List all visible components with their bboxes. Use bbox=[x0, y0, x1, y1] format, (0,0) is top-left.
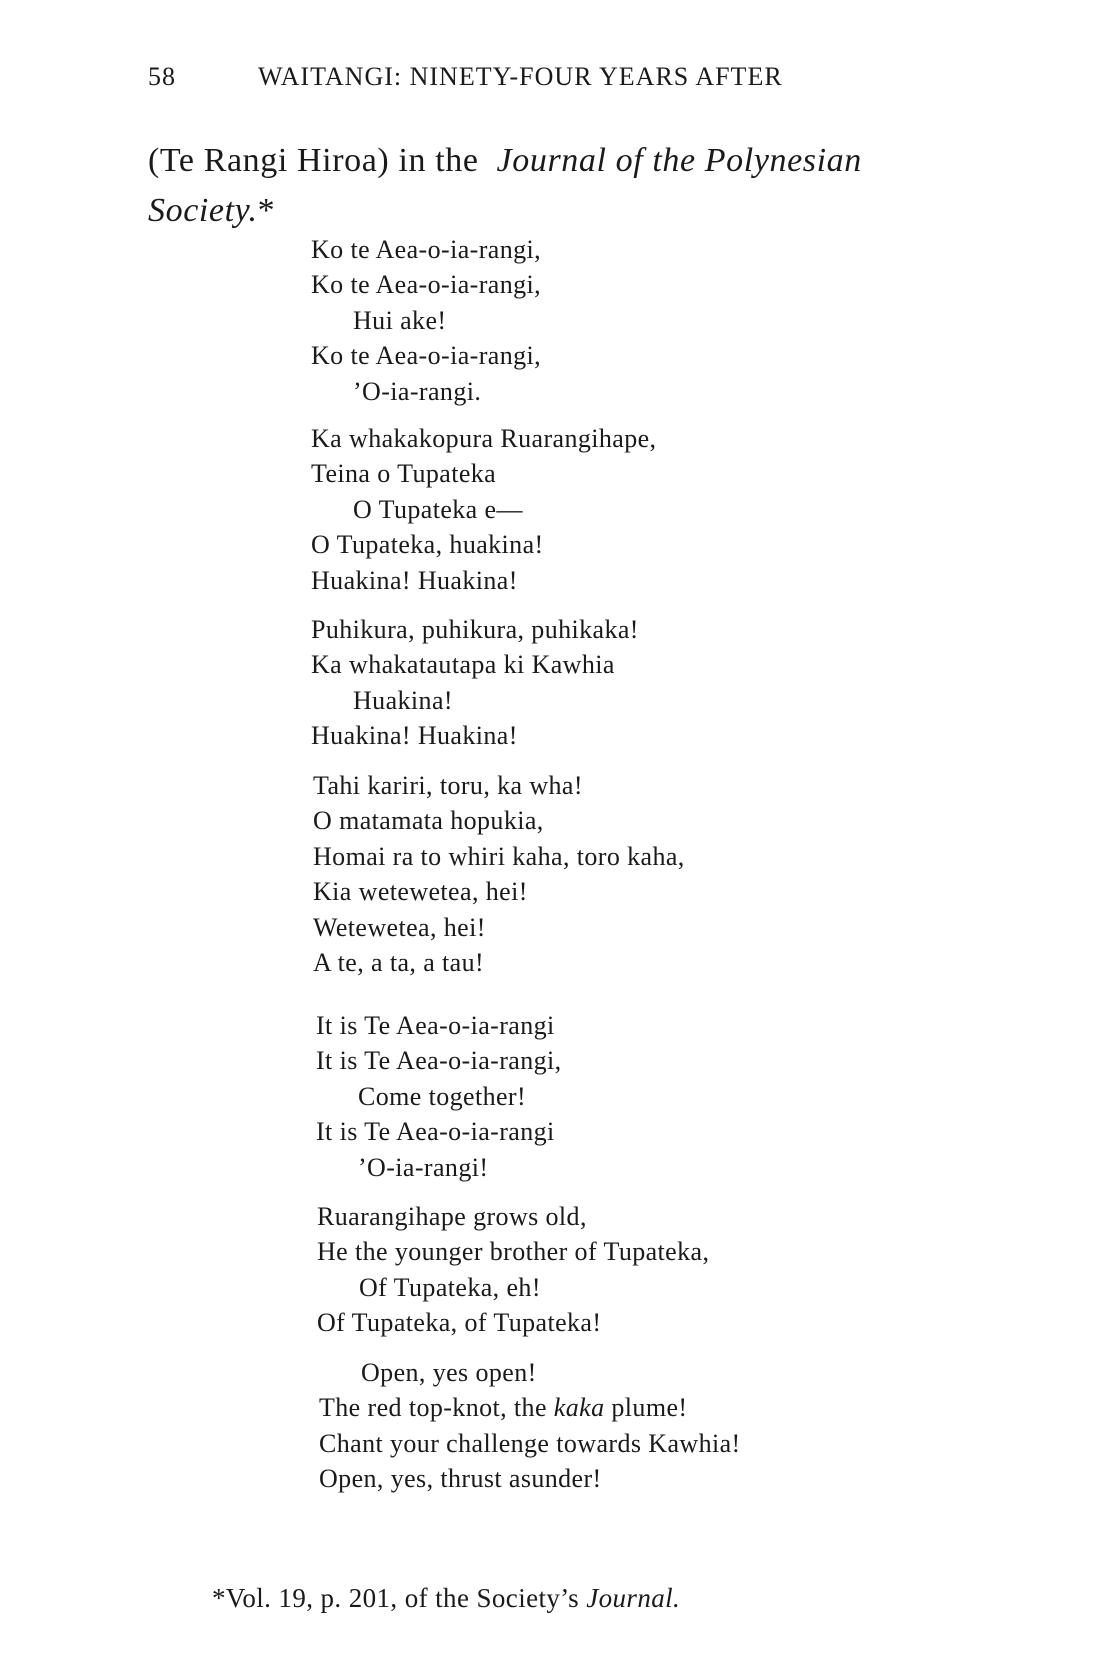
verse-line: Huakina! Huakina! bbox=[311, 565, 518, 595]
verse-line: Open, yes open! bbox=[361, 1358, 537, 1387]
verse-line: A te, a ta, a tau! bbox=[313, 948, 485, 978]
maori-stanza-3 bbox=[311, 612, 639, 754]
verse-line: Ko te Aea-o-ia-rangi, bbox=[311, 341, 542, 371]
verse-line: Puhikura, puhikura, puhikaka! bbox=[311, 615, 639, 644]
english-stanza-1 bbox=[316, 1008, 562, 1185]
maori-stanza-4 bbox=[313, 768, 685, 980]
intro-text: (Te Rangi Hiroa) in the bbox=[148, 142, 479, 179]
verse-line: It is Te Aea-o-ia-rangi bbox=[316, 1011, 555, 1040]
kaka-word: kaka bbox=[553, 1393, 605, 1423]
verse-line: Ka whakakopura Ruarangihape, bbox=[311, 424, 657, 453]
verse-line: Kia wetewetea, hei! bbox=[313, 877, 528, 907]
verse-line: Wetewetea, hei! bbox=[313, 912, 486, 942]
verse-line: Tahi kariri, toru, ka wha! bbox=[313, 771, 583, 800]
footnote bbox=[212, 1583, 680, 1614]
verse-line: He the younger brother of Tupateka, bbox=[317, 1237, 710, 1267]
footnote-text: *Vol. 19, p. 201, of the Society’s bbox=[212, 1583, 580, 1613]
verse-line: Ko te Aea-o-ia-rangi, bbox=[311, 270, 542, 300]
verse-text: The red top-knot, the bbox=[319, 1393, 547, 1423]
maori-stanza-1 bbox=[311, 232, 541, 409]
verse-line: Huakina! bbox=[353, 685, 453, 715]
society-word: Society. bbox=[148, 192, 258, 229]
verse-line: It is Te Aea-o-ia-rangi bbox=[316, 1117, 555, 1147]
verse-text: plume! bbox=[611, 1393, 688, 1423]
english-stanza-2 bbox=[317, 1199, 709, 1341]
footnote-journal: Journal. bbox=[586, 1583, 681, 1613]
verse-line: Teina o Tupateka bbox=[311, 459, 497, 489]
intro-line-2 bbox=[148, 186, 1028, 236]
verse-line: Of Tupateka, of Tupateka! bbox=[317, 1308, 602, 1338]
intro-paragraph bbox=[148, 136, 1028, 236]
verse-line: Hui ake! bbox=[353, 305, 447, 335]
running-title: WAITANGI: NINETY-FOUR YEARS AFTER bbox=[258, 62, 783, 91]
verse-line: O matamata hopukia, bbox=[313, 806, 544, 836]
verse-line: Open, yes, thrust asunder! bbox=[319, 1464, 602, 1494]
running-head bbox=[148, 62, 783, 92]
journal-title: Journal of the Polynesian bbox=[496, 142, 862, 179]
verse-line: O Tupateka, huakina! bbox=[311, 530, 544, 560]
footnote-marker: * bbox=[257, 192, 276, 229]
verse-line: It is Te Aea-o-ia-rangi, bbox=[316, 1046, 562, 1076]
english-stanza-3 bbox=[319, 1355, 741, 1497]
verse-line: Chant your challenge towards Kawhia! bbox=[319, 1428, 741, 1458]
verse-line: Ko te Aea-o-ia-rangi, bbox=[311, 235, 542, 264]
verse-line: Ka whakatautapa ki Kawhia bbox=[311, 650, 615, 680]
verse-line: ’O-ia-rangi! bbox=[358, 1152, 489, 1182]
verse-line: O Tupateka e— bbox=[353, 494, 523, 524]
page-number: 58 bbox=[148, 62, 176, 91]
verse-line: Come together! bbox=[358, 1081, 527, 1111]
verse-line: ’O-ia-rangi. bbox=[353, 376, 482, 406]
verse-line: Ruarangihape grows old, bbox=[317, 1202, 587, 1231]
intro-line-1 bbox=[148, 136, 1028, 186]
verse-line: Homai ra to whiri kaha, toro kaha, bbox=[313, 841, 685, 871]
maori-stanza-2 bbox=[311, 421, 656, 598]
verse-line bbox=[319, 1390, 741, 1425]
verse-line: Huakina! Huakina! bbox=[311, 721, 518, 751]
verse-line: Of Tupateka, eh! bbox=[359, 1272, 541, 1302]
